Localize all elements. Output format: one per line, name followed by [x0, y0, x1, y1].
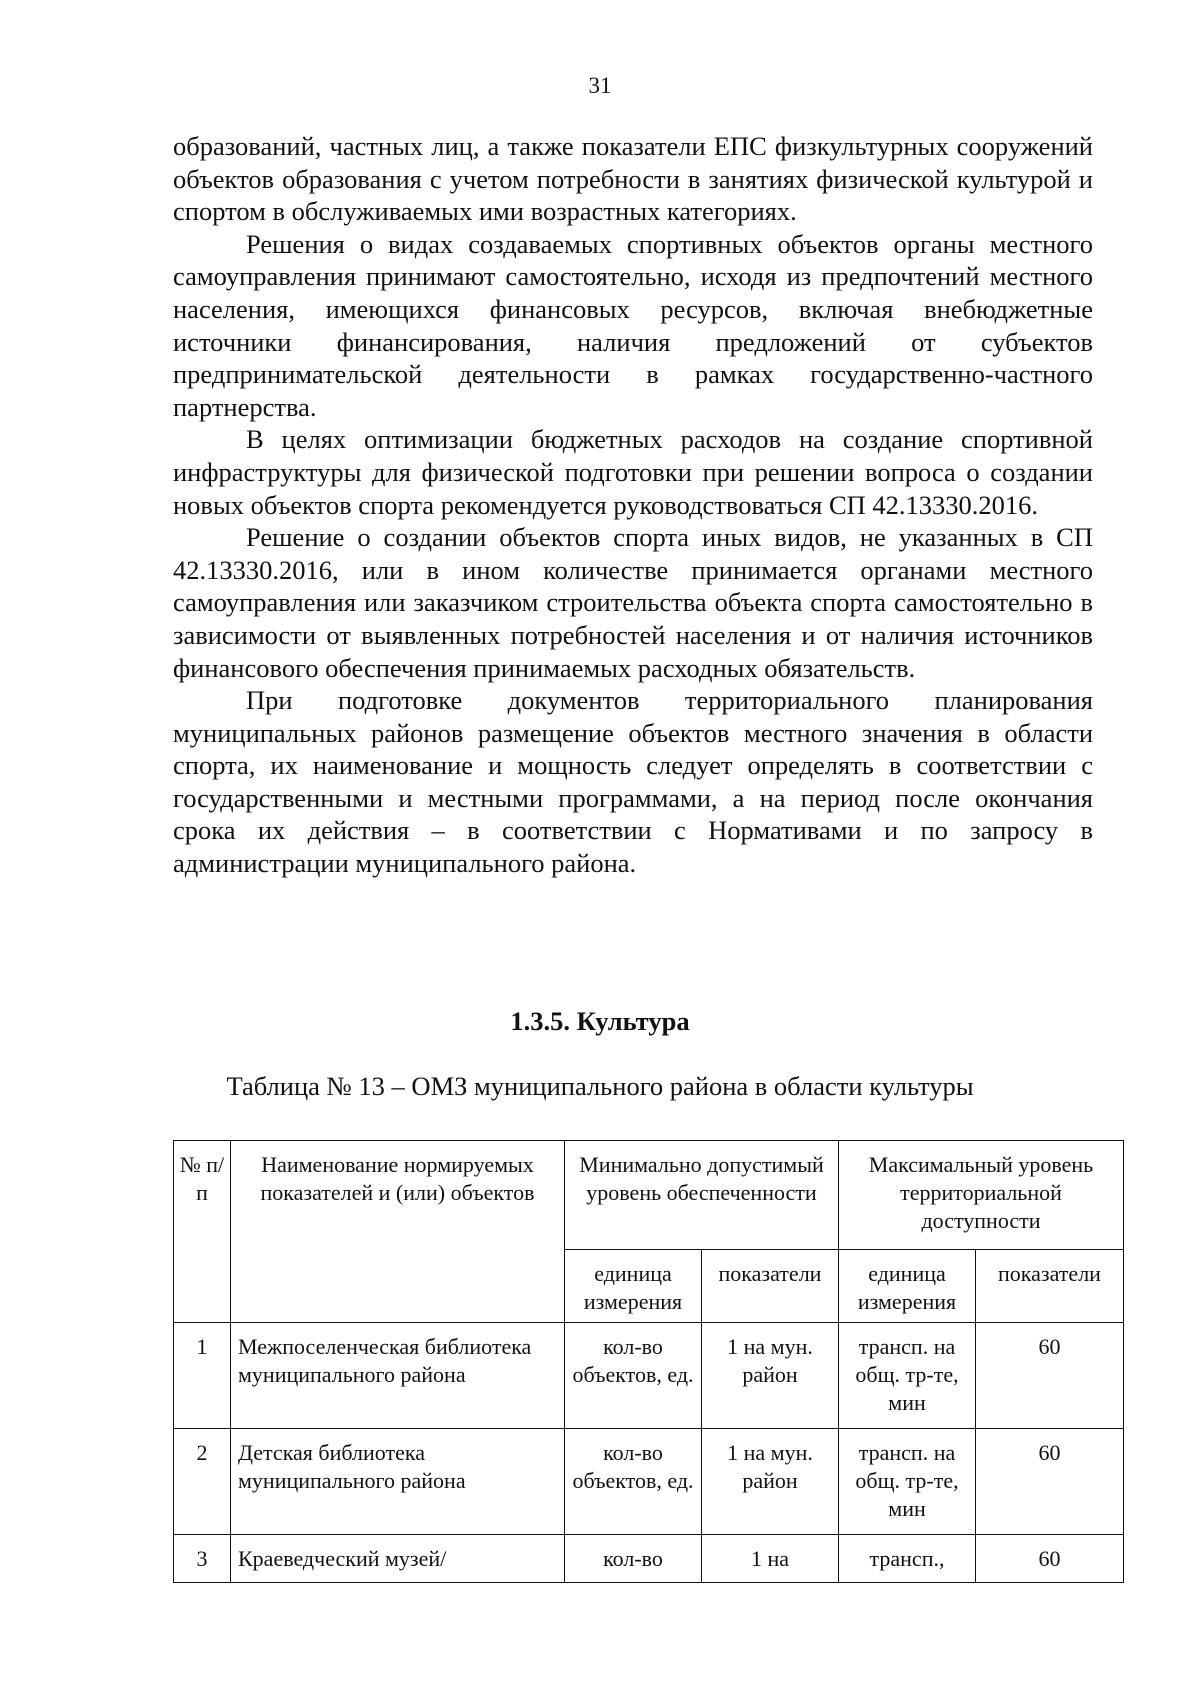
- paragraph: образований, частных лиц, а также показатели ЕПС физкультурных сооружений объектов образования с учетом потребности в занятиях физической культурой и спортом в обслуживаемых ими возрастных категориях.: [173, 131, 1093, 227]
- paragraph: При подготовке документов территориального планирования муниципальных районов размещение объектов местного значения в области спорта, их наименование и мощность следует определять в соответствии с государственными и местными программами, а на период после окончания срока их действия – в соответствии с Нормативами и по запросу в администрации муниципального района.: [173, 685, 1093, 879]
- table-row: [174, 1429, 1124, 1535]
- table-header-row: [174, 1141, 1124, 1250]
- table-row: [174, 1535, 1124, 1583]
- header-min-indicator: показатели: [702, 1250, 839, 1323]
- row-max-unit: трансп. на общ. тр-те, мин: [839, 1429, 976, 1535]
- header-max-access: Максимальный уровень территориальной доступности: [839, 1141, 1124, 1250]
- paragraph: В целях оптимизации бюджетных расходов на создание спортивной инфраструктуры для физической подготовки при решении вопроса о создании новых объектов спорта рекомендуется руководствоваться СП 42.13330.2016.: [173, 424, 1093, 520]
- table-row: [174, 1323, 1124, 1429]
- header-max-unit: единица измерения: [839, 1250, 976, 1323]
- table-caption: Таблица № 13 – ОМЗ муниципального района в области культуры: [226, 1071, 974, 1101]
- row-max-value: 60: [976, 1535, 1124, 1583]
- paragraph: Решения о видах создаваемых спортивных объектов органы местного самоуправления принимают самостоятельно, исходя из предпочтений местного населения, имеющихся финансовых ресурсов, включая внебюджетные источники финансирования, наличия предложений от субъектов предпринимательской деятельности в рамках государственно-частного партнерства.: [173, 228, 1093, 422]
- row-min-value: 1 на: [702, 1535, 839, 1583]
- row-num: 1: [174, 1323, 231, 1429]
- row-min-value: 1 на мун. район: [702, 1429, 839, 1535]
- row-max-unit: трансп.,: [839, 1535, 976, 1583]
- row-max-value: 60: [976, 1429, 1124, 1535]
- header-num: № п/п: [174, 1141, 231, 1323]
- row-name: Межпоселенческая библиотека муниципального района: [231, 1323, 565, 1429]
- header-max-indicator: показатели: [976, 1250, 1124, 1323]
- header-name: Наименование нормируемых показателей и (или) объектов: [231, 1141, 565, 1323]
- section-heading: 1.3.5. Культура: [510, 1006, 690, 1036]
- page-number: 31: [588, 73, 612, 98]
- row-name: Краеведческий музей/: [231, 1535, 565, 1583]
- row-max-value: 60: [976, 1323, 1124, 1429]
- header-min-unit: единица измерения: [565, 1250, 702, 1323]
- row-min-unit: кол-во: [565, 1535, 702, 1583]
- row-min-unit: кол-во объектов, ед.: [565, 1323, 702, 1429]
- row-num: 2: [174, 1429, 231, 1535]
- culture-standards-table: [173, 1140, 1124, 1583]
- header-min-level: Минимально допустимый уровень обеспеченности: [565, 1141, 839, 1250]
- row-min-value: 1 на мун. район: [702, 1323, 839, 1429]
- row-name: Детская библиотека муниципального района: [231, 1429, 565, 1535]
- row-min-unit: кол-во объектов, ед.: [565, 1429, 702, 1535]
- paragraph: Решение о создании объектов спорта иных видов, не указанных в СП 42.13330.2016, или в ином количестве принимается органами местного самоуправления или заказчиком строительства объекта спорта самостоятельно в зависимости от выявленных потребностей населения и от наличия источников финансового обеспечения принимаемых расходных обязательств.: [173, 522, 1093, 683]
- row-max-unit: трансп. на общ. тр-те, мин: [839, 1323, 976, 1429]
- body-text: [173, 130, 1093, 880]
- row-num: 3: [174, 1535, 231, 1583]
